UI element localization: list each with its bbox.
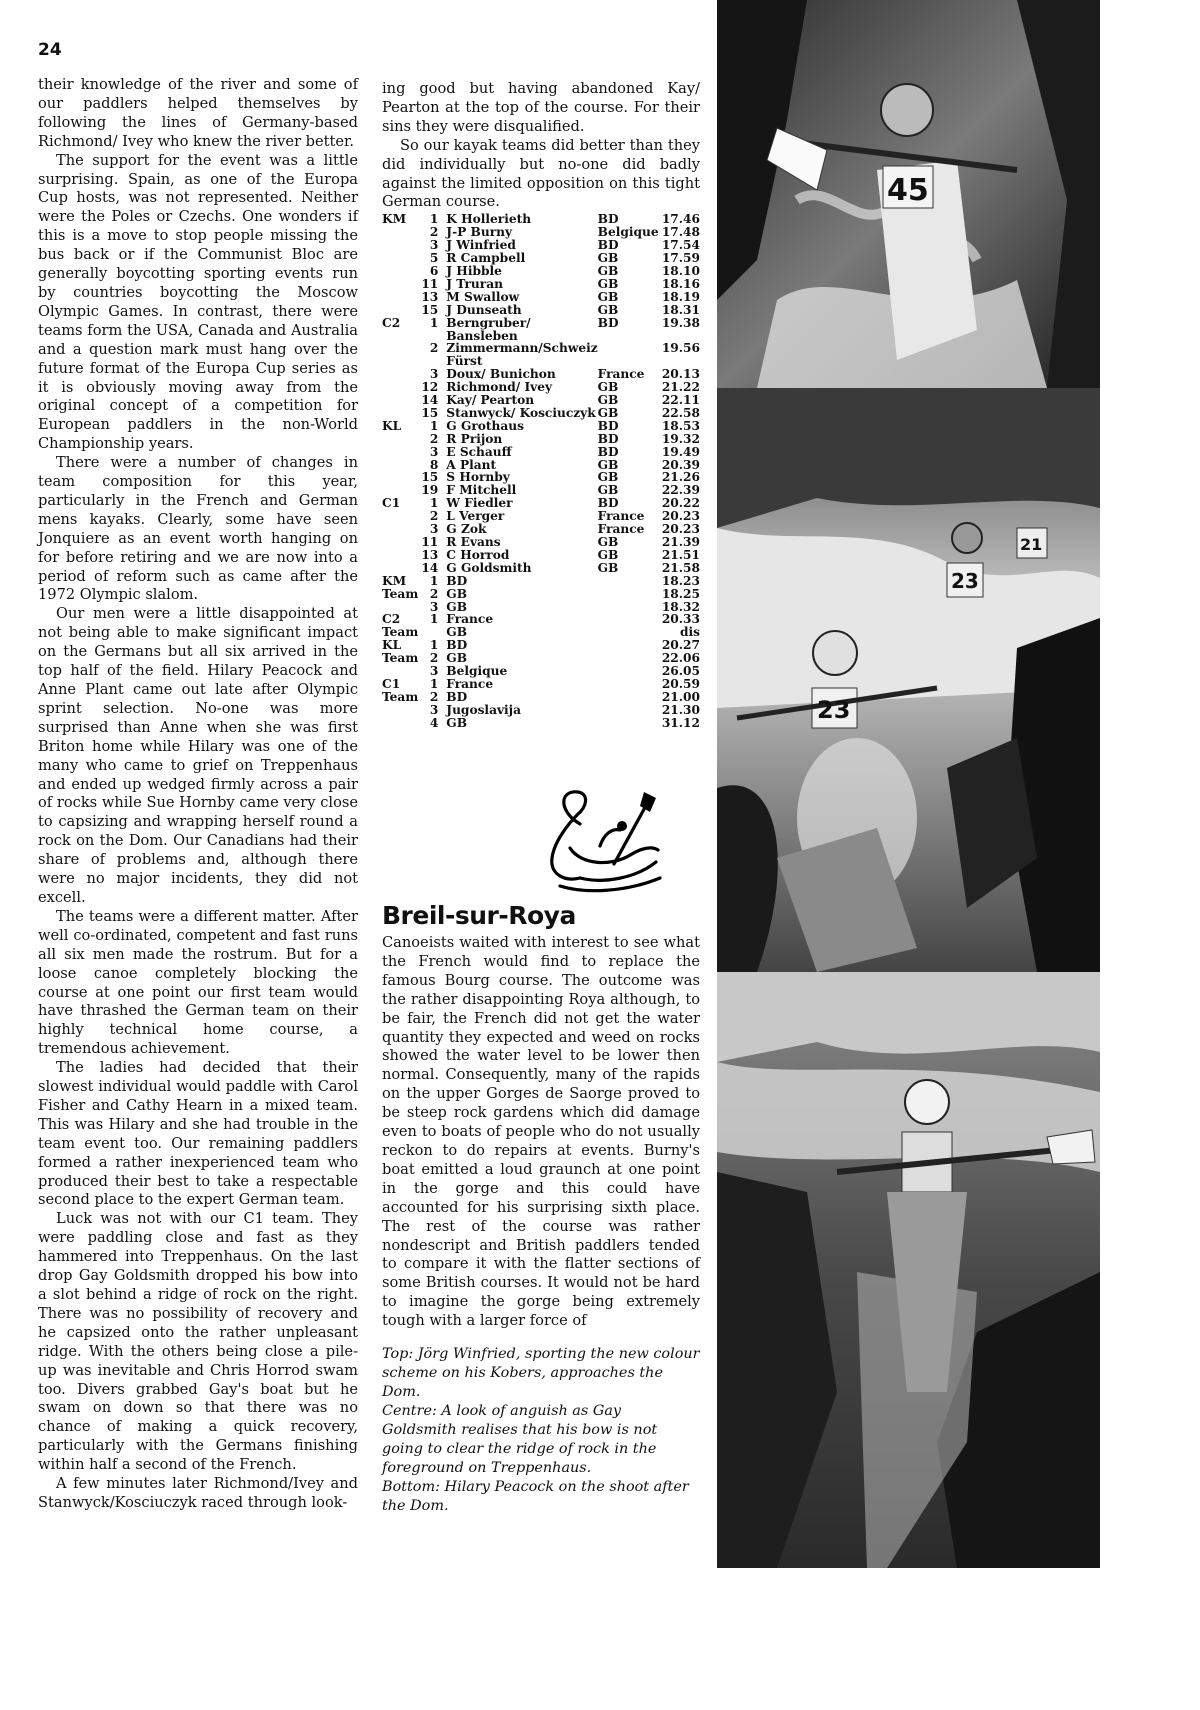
result-name: GB	[446, 625, 468, 640]
result-cat	[382, 562, 420, 575]
result-time: 18.31	[661, 302, 700, 317]
result-name: R Evans	[446, 535, 501, 549]
result-time: 18.10	[661, 263, 700, 278]
result-time: 21.51	[661, 547, 700, 562]
result-country: France	[597, 522, 645, 537]
photo-top-canoeist	[717, 0, 1100, 388]
result-row	[382, 678, 700, 691]
result-time: 20.23	[661, 509, 700, 524]
result-country	[598, 717, 662, 730]
result-time: 21.39	[661, 535, 700, 549]
result-cat: Team	[382, 651, 419, 666]
result-name: Zimmermann/Schweiz Fürst	[446, 341, 598, 369]
result-cat	[382, 471, 420, 484]
result-country	[598, 588, 662, 601]
page-number: 24	[38, 40, 62, 60]
result-name: Richmond/ Ivey	[446, 380, 553, 395]
bib-number: 23	[951, 569, 979, 593]
result-time: 18.53	[661, 418, 700, 433]
result-cat	[382, 407, 420, 420]
result-cat	[382, 291, 420, 304]
result-name: GB	[446, 715, 468, 730]
result-pos: 1	[429, 638, 439, 653]
result-cat	[382, 239, 420, 252]
result-name: Kay/ Pearton	[446, 393, 535, 408]
result-cat	[382, 304, 420, 317]
paragraph: The support for the event was a little surprising. Spain, as one of the Europa Cup hosts, was not represented. Neither were the Poles or Czechs. One wonders if this is a move to stop people missing the bus back or if the Communist Bloc are generally boycotting sporting events run by countries boycotting the Moscow Olympic Games. In contrast, there were teams form the USA, Canada and Australia and a question mark must hang over the future format of the Europa Cup series as it is obviously moving away from the original concept of a competition for European paddlers in the non-World Championship years.	[38, 151, 358, 453]
result-name: A Plant	[446, 457, 497, 472]
paragraph: So our kayak teams did better than they did individually but no-one did badly against the limited opposition on this tight German course.	[382, 136, 700, 211]
result-country: BD	[597, 431, 619, 446]
result-cat	[382, 704, 420, 717]
result-time: 21.30	[661, 702, 700, 717]
result-country: BD	[597, 315, 619, 330]
result-name: Doux/ Bunichon	[446, 367, 556, 382]
result-pos: 13	[421, 289, 439, 304]
result-name: R Prijon	[446, 431, 503, 446]
result-name: Belgique	[446, 664, 508, 679]
result-pos: 14	[421, 393, 439, 408]
result-country: BD	[597, 212, 619, 227]
result-time: 19.56	[661, 341, 700, 356]
result-cat	[382, 381, 420, 394]
result-row	[382, 407, 700, 420]
result-name: GB	[446, 586, 468, 601]
result-name: C Horrod	[446, 547, 510, 562]
result-time: 21.00	[661, 689, 700, 704]
result-country	[598, 601, 662, 614]
result-country	[598, 691, 662, 704]
result-pos: 1	[429, 612, 439, 627]
result-time: 22.58	[661, 405, 700, 420]
result-name: J Winfried	[446, 238, 516, 253]
paragraph: The teams were a different matter. After well co-ordinated, competent and fast runs all six men made the rostrum. But for a loose canoe completely blocking the course at one point our first team would have thrashed the German team on their highly technical home course, a tremendous achievement.	[38, 907, 358, 1058]
result-name: F Mitchell	[446, 483, 517, 498]
result-time: 18.19	[661, 289, 700, 304]
result-time: 20.39	[661, 457, 700, 472]
result-time: 17.59	[661, 251, 700, 266]
result-time: 17.46	[661, 212, 700, 227]
result-country: BD	[597, 444, 619, 459]
bib-number: 45	[887, 173, 929, 208]
result-pos: 1	[429, 496, 439, 511]
result-name: E Schauff	[446, 444, 512, 459]
result-pos: 2	[429, 689, 439, 704]
result-pos: 2	[429, 225, 439, 240]
result-country: GB	[597, 302, 619, 317]
result-pos: 13	[421, 547, 439, 562]
result-cat	[382, 717, 420, 730]
result-pos: 6	[429, 263, 439, 278]
result-name: J Hibble	[446, 263, 502, 278]
result-pos: 1	[429, 212, 439, 227]
result-country: GB	[597, 547, 619, 562]
result-row	[382, 691, 700, 704]
result-name: Berngruber/ Bansleben	[446, 315, 531, 343]
result-country: GB	[597, 380, 619, 395]
result-pos: 3	[429, 664, 439, 679]
result-pos: 3	[429, 238, 439, 253]
result-time: 21.22	[661, 380, 700, 395]
result-time: 22.39	[661, 483, 700, 498]
result-country	[598, 678, 662, 691]
result-pos: 2	[429, 651, 439, 666]
caption-top: Top: Jörg Winfried, sporting the new colour scheme on his Kobers, approaches the Dom.	[382, 1346, 700, 1400]
result-pos: 4	[429, 715, 439, 730]
result-name: GB	[446, 599, 468, 614]
result-time: 20.13	[661, 367, 700, 382]
result-name: J Dunseath	[446, 302, 522, 317]
result-cat	[382, 368, 420, 381]
result-row	[382, 575, 700, 588]
paragraph: Canoeists waited with interest to see what the French would find to replace the famous Bourg course. The outcome was the rather disappointing Roya although, to be fair, the French did not get the water quantity they expected and weed on rocks showed the water level to be lower then normal. Consequently, many of the rapids on the upper Gorges de Saorge proved to be steep rock gardens which did damage even to boats of people who do not usually reckon to do repairs at events. Burny's boat emitted a loud graunch at one point in the gorge and this could have accounted for his surprising sixth place. The rest of the course was rather nondescript and British paddlers tended to compare it with the flatter sections of some British courses. It would not be hard to imagine the gorge being extremely tough with a larger force of	[382, 934, 700, 1330]
result-pos: 11	[421, 535, 439, 549]
caption-bottom: Bottom: Hilary Peacock on the shoot after the Dom.	[382, 1479, 689, 1514]
result-pos: 1	[429, 676, 439, 691]
result-row	[382, 704, 700, 717]
photo-captions	[382, 1345, 700, 1516]
result-name: R Campbell	[446, 251, 526, 266]
result-cat	[382, 446, 420, 459]
result-cat: KL	[382, 638, 402, 653]
result-name: J-P Burny	[446, 225, 513, 240]
photo-centre-rapids	[717, 388, 1100, 972]
result-pos: 19	[421, 483, 439, 498]
result-row	[382, 549, 700, 562]
result-row	[382, 265, 700, 278]
result-name: Jugoslavija	[446, 702, 521, 717]
result-row	[382, 394, 700, 407]
result-country	[598, 342, 662, 368]
result-time: 18.16	[661, 276, 700, 291]
article-column-1	[38, 76, 358, 1513]
result-country: France	[597, 367, 645, 382]
result-cat	[382, 278, 420, 291]
result-pos: 2	[429, 509, 439, 524]
result-pos: 3	[429, 367, 439, 382]
result-row	[382, 433, 700, 446]
result-cat: C2	[382, 612, 401, 627]
result-country: GB	[597, 535, 619, 549]
result-name: GB	[446, 651, 468, 666]
result-name: France	[446, 676, 494, 691]
result-time: 20.27	[661, 638, 700, 653]
result-time: 22.06	[661, 651, 700, 666]
result-cat	[382, 265, 420, 278]
result-pos: 3	[429, 599, 439, 614]
result-pos: 3	[429, 522, 439, 537]
result-country: Belgique	[597, 225, 659, 240]
result-country: GB	[597, 393, 619, 408]
result-cat	[382, 394, 420, 407]
result-country: GB	[597, 276, 619, 291]
result-pos: 3	[429, 702, 439, 717]
result-time: 17.54	[661, 238, 700, 253]
result-time: 31.12	[661, 715, 700, 730]
result-row	[382, 562, 700, 575]
result-row	[382, 342, 700, 368]
result-country	[598, 575, 662, 588]
result-cat	[382, 536, 420, 549]
result-row	[382, 613, 700, 626]
result-country: GB	[597, 263, 619, 278]
result-name: L Verger	[446, 509, 505, 524]
result-time: 20.22	[661, 496, 700, 511]
result-country: GB	[597, 560, 619, 575]
result-country	[598, 639, 662, 652]
bib-number: 21	[1020, 535, 1043, 554]
result-cat	[382, 226, 420, 239]
result-name: G Zok	[446, 522, 487, 537]
result-row	[382, 278, 700, 291]
result-name: J Truran	[446, 276, 503, 291]
result-time: 20.59	[661, 676, 700, 691]
result-time: 21.58	[661, 560, 700, 575]
result-name: Stanwyck/ Kosciuczyk	[446, 405, 596, 420]
result-row	[382, 291, 700, 304]
paragraph: Luck was not with our C1 team. They were paddling close and fast as they hammered into Treppenhaus. On the last drop Gay Goldsmith dropped his bow into a slot behind a ridge of rock on the right. There was no possibility of recovery and he capsized onto the rather unpleasant ridge. With the others being close a pile-up was inevitable and Chris Horrod swam too. Divers grabbed Gay's boat but he swam on down so that there was no chance of making a quick recovery, particularly with the Germans finishing within half a second of the French.	[38, 1210, 358, 1474]
result-row	[382, 420, 700, 433]
result-pos: 1	[429, 573, 439, 588]
result-country	[598, 665, 662, 678]
result-pos: 2	[429, 341, 439, 356]
result-country: GB	[597, 289, 619, 304]
result-row	[382, 317, 700, 343]
result-cat: Team	[382, 689, 419, 704]
paragraph: their knowledge of the river and some of our paddlers helped themselves by following the lines of Germany-based Richmond/ Ivey who knew the river better.	[38, 76, 358, 150]
result-country	[598, 613, 662, 626]
result-time: dis	[679, 625, 700, 640]
result-time: 20.33	[661, 612, 700, 627]
result-country: GB	[597, 405, 619, 420]
result-row	[382, 304, 700, 317]
paragraph: ing good but having abandoned Kay/ Pearton at the top of the course. For their sins they were disqualified.	[382, 80, 700, 135]
result-pos: 15	[421, 470, 439, 485]
paragraph: Our men were a little disappointed at not being able to make significant impact on the Germans but all six arrived in the top half of the field. Hilary Peacock and Anne Plant came out late after Olympic sprint selection. No-one was more surprised than Anne when she was first Briton home while Hilary was one of the many who came to grief on Treppenhaus and ended up wedged firmly across a pair of rocks while Sue Hornby came very close to capsizing and wrapping herself round a rock on the Dom. Our Canadians had their share of problems and, although there were no major incidents, they did not excell.	[38, 605, 358, 906]
bib-number: 23	[817, 696, 851, 724]
result-time: 20.23	[661, 522, 700, 537]
result-name: BD	[446, 638, 468, 653]
result-pos: 12	[421, 380, 439, 395]
article-column-2-lower	[382, 934, 700, 1331]
result-country: France	[597, 509, 645, 524]
result-time: 17.48	[661, 225, 700, 240]
result-time: 18.32	[661, 599, 700, 614]
result-row	[382, 717, 700, 730]
result-pos: 3	[429, 444, 439, 459]
result-name: France	[446, 612, 494, 627]
result-cat: Team	[382, 586, 419, 601]
result-name: K Hollerieth	[446, 212, 532, 227]
result-cat: Team	[382, 625, 419, 640]
result-pos: 15	[421, 405, 439, 420]
result-country	[598, 704, 662, 717]
result-country: BD	[597, 496, 619, 511]
result-country: GB	[597, 251, 619, 266]
result-country: GB	[597, 457, 619, 472]
result-country	[598, 652, 662, 665]
result-country: GB	[597, 470, 619, 485]
result-name: W Fiedler	[446, 496, 513, 511]
result-cat	[382, 523, 420, 536]
results-table	[382, 213, 700, 729]
result-country: BD	[597, 238, 619, 253]
result-cat	[382, 252, 420, 265]
result-cat	[382, 459, 420, 472]
article-column-2	[382, 80, 700, 730]
paragraph: The ladies had decided that their slowest individual would paddle with Carol Fisher and Cathy Hearn in a mixed team. This was Hilary and she had trouble in the team event too. Our remaining paddlers formed a rather inexperienced team who produced their best to take a respectable second place to the expert German team.	[38, 1059, 358, 1209]
photo-bottom-kayaker	[717, 972, 1100, 1568]
result-row	[382, 588, 700, 601]
result-time: 19.49	[661, 444, 700, 459]
result-pos: 2	[429, 431, 439, 446]
result-row	[382, 446, 700, 459]
result-row	[382, 536, 700, 549]
paragraph: There were a number of changes in team composition for this year, particularly in the French and German mens kayaks. Clearly, some have seen Jonquiere as an event worth hanging on for before retiring and we are now into a period of reform such as came after the 1972 Olympic slalom.	[38, 454, 358, 604]
result-pos: 15	[421, 302, 439, 317]
result-cat: C1	[382, 676, 401, 691]
result-country: BD	[597, 418, 619, 433]
result-cat: KM	[382, 212, 407, 227]
result-cat	[382, 433, 420, 446]
caption-centre: Centre: A look of anguish as Gay Goldsmith realises that his bow is not going to clear the ridge of rock in the foreground on Treppenhaus.	[382, 1403, 658, 1476]
result-name: G Grothaus	[446, 418, 525, 433]
result-time: 19.38	[661, 315, 700, 330]
result-pos: 11	[421, 276, 439, 291]
result-time: 19.32	[661, 431, 700, 446]
result-pos: 5	[429, 251, 439, 266]
result-pos: 8	[429, 457, 439, 472]
paragraph: A few minutes later Richmond/Ivey and Stanwyck/Kosciuczyk raced through look-	[38, 1475, 358, 1511]
result-name: BD	[446, 689, 468, 704]
section-heading: Breil-sur-Roya	[382, 901, 576, 930]
result-name: G Goldsmith	[446, 560, 532, 575]
result-country: GB	[597, 483, 619, 498]
result-pos: 2	[429, 586, 439, 601]
result-time: 18.23	[661, 573, 700, 588]
result-name: S Hornby	[446, 470, 510, 485]
result-cat: C2	[382, 315, 401, 330]
result-pos: 1	[429, 315, 439, 330]
result-time: 21.26	[661, 470, 700, 485]
result-pos: 1	[429, 418, 439, 433]
swan-paddler-logo	[540, 786, 670, 896]
result-time: 22.11	[661, 393, 700, 408]
result-cat	[382, 510, 420, 523]
result-country	[598, 626, 662, 639]
result-name: M Swallow	[446, 289, 520, 304]
result-cat	[382, 549, 420, 562]
result-cat: C1	[382, 496, 401, 511]
result-pos: 14	[421, 560, 439, 575]
result-cat: KL	[382, 418, 402, 433]
result-name: BD	[446, 573, 468, 588]
result-cat	[382, 342, 420, 368]
result-time: 26.05	[661, 664, 700, 679]
result-cat: KM	[382, 573, 407, 588]
result-time: 18.25	[661, 586, 700, 601]
